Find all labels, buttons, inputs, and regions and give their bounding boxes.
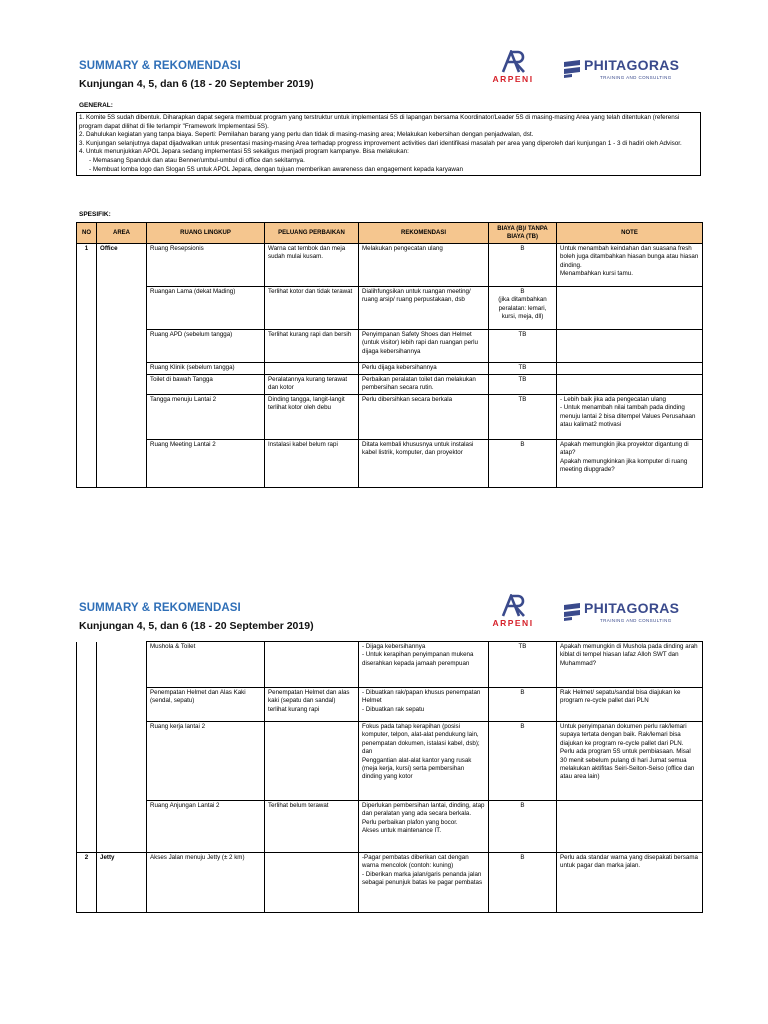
cell-ruang-lingkup: Ruang kerja lantai 2 <box>147 722 265 801</box>
col-header-area: AREA <box>97 223 147 244</box>
arpeni-mark-icon <box>500 50 526 74</box>
cell-note: Untuk menambah keindahan dan suasana fresh boleh juga ditambahkan hiasan bunga atau hiasan dinding. Menambahkan kursi tamu. <box>557 244 703 287</box>
table-row <box>77 801 703 853</box>
cell-peluang-perbaikan: Terlihat kurang rapi dan bersih <box>265 330 359 363</box>
cell-no: 1 <box>77 244 97 287</box>
cell-peluang-perbaikan: Terlihat belum terawat <box>265 801 359 853</box>
cell-area <box>97 440 147 488</box>
arpeni-logo <box>488 50 538 90</box>
cell-note: Apakah memungkin jika proyektor digantung di atap? Apakah memungkinkan jika komputer di ruang meeting diupgrade? <box>557 440 703 488</box>
cell-biaya: TB <box>489 363 557 375</box>
col-header-ruang-lingkup: RUANG LINGKUP <box>147 223 265 244</box>
phitagoras-logo-subtext: TRAINING AND CONSULTING <box>600 618 672 623</box>
col-header-rekomendasi: REKOMENDASI <box>359 223 489 244</box>
cell-rekomendasi: -Pagar pembatas diberikan cat dengan warna mencolok (contoh: kuning) - Diberikan marka jalan/garis penanda jalan sebagai penunjuk batas ke pagar pembatas <box>359 853 489 913</box>
phitagoras-logo-text: PHITAGORAS <box>584 57 680 73</box>
table-row <box>77 330 703 363</box>
cell-ruang-lingkup: Ruangan Lama (dekat Mading) <box>147 287 265 330</box>
table-row <box>77 642 703 688</box>
cell-peluang-perbaikan: Peralatannya kurang terawat dan kotor <box>265 375 359 395</box>
cell-rekomendasi: Perlu dijaga kebersihannya <box>359 363 489 375</box>
general-line: 1. Komite 5S sudah dibentuk. Diharapkan dapat segera membuat program yang terstruktur untuk implementasi 5S di lapangan bersama Koordinator/Leader 5S di masing-masing Area yang telah ditentukan (referensi program dapat dilihat di file terlampir "Framework Implementasi 5S). <box>79 114 680 130</box>
cell-ruang-lingkup: Toilet di bawah Tangga <box>147 375 265 395</box>
cell-no <box>77 330 97 363</box>
cell-no: 2 <box>77 853 97 913</box>
cell-biaya: B <box>489 440 557 488</box>
table-row <box>77 440 703 488</box>
cell-biaya: B <box>489 244 557 287</box>
cell-biaya: TB <box>489 375 557 395</box>
cell-rekomendasi: Fokus pada tahap kerapihan (posisi komputer, telpon, alat-alat pendukung lain, penempatan dokumen, istalasi kabel, dsb); dan Penggantian alat-alat kantor yang rusak (meja kerja, kursi) serta pembersihan dinding yang kotor <box>359 722 489 801</box>
phitagoras-mark-icon <box>562 601 582 621</box>
general-line: - Memasang Spanduk dan atau Benner/umbul-umbul di office dan sekitarnya. <box>89 156 305 164</box>
phitagoras-logo-subtext: TRAINING AND CONSULTING <box>600 75 672 80</box>
cell-peluang-perbaikan: Warna cat tembok dan meja sudah mulai kusam. <box>265 244 359 287</box>
cell-note <box>557 363 703 375</box>
cell-rekomendasi: Diperlukan pembersihan lantai, dinding, atap dan peralatan yang ada secara berkala. Perlu perbaikan plafon yang bocor. Akses untuk maintenance IT. <box>359 801 489 853</box>
cell-biaya: B <box>489 853 557 913</box>
cell-rekomendasi: - Dibuatkan rak/papan khusus penempatan Helmet - Dibuatkan rak sepatu <box>359 688 489 722</box>
cell-note <box>557 330 703 363</box>
cell-peluang-perbaikan <box>265 642 359 688</box>
cell-area <box>97 722 147 801</box>
cell-peluang-perbaikan: Penempatan Helmet dan alas kaki (sepatu dan sandal) terlihat kurang rapi <box>265 688 359 722</box>
cell-note <box>557 375 703 395</box>
phitagoras-logo <box>562 57 692 85</box>
cell-peluang-perbaikan: Terlihat kotor dan tidak terawat <box>265 287 359 330</box>
cell-peluang-perbaikan: Dinding tangga, langit-langit terlihat kotor oleh debu <box>265 395 359 440</box>
cell-rekomendasi: Penyimpanan Safety Shoes dan Helmet (untuk visitor) lebih rapi dan ruangan perlu dijaga kebersihannya <box>359 330 489 363</box>
cell-ruang-lingkup: Tangga menuju Lantai 2 <box>147 395 265 440</box>
general-notes <box>76 112 701 176</box>
col-header-note: NOTE <box>557 223 703 244</box>
cell-area <box>97 363 147 375</box>
phitagoras-mark-icon <box>562 58 582 78</box>
cell-area <box>97 801 147 853</box>
cell-biaya: B <box>489 722 557 801</box>
page-title: SUMMARY & REKOMENDASI <box>79 602 241 614</box>
cell-peluang-perbaikan <box>265 722 359 801</box>
spesifik-table <box>76 222 703 488</box>
cell-rekomendasi: Perlu dibersihkan secara berkala <box>359 395 489 440</box>
cell-no <box>77 801 97 853</box>
spesifik-label: SPESIFIK: <box>79 211 111 218</box>
arpeni-mark-icon <box>500 594 526 618</box>
cell-area <box>97 375 147 395</box>
spesifik-table-continued <box>76 641 703 913</box>
cell-biaya: B (jika ditambahkan peralatan: lemari, kursi, meja, dll) <box>489 287 557 330</box>
cell-peluang-perbaikan <box>265 363 359 375</box>
cell-area: Jetty <box>97 853 147 913</box>
col-header-biaya: BIAYA (B)/ TANPA BIAYA (TB) <box>489 223 557 244</box>
page-subtitle: Kunjungan 4, 5, dan 6 (18 - 20 September 2019) <box>79 620 314 632</box>
cell-area <box>97 395 147 440</box>
cell-biaya: B <box>489 801 557 853</box>
arpeni-logo-text: ARPENI <box>492 618 534 628</box>
cell-area: Office <box>97 244 147 287</box>
cell-area <box>97 688 147 722</box>
table-row <box>77 375 703 395</box>
cell-ruang-lingkup: Ruang APD (sebelum tangga) <box>147 330 265 363</box>
cell-peluang-perbaikan: Instalasi kabel belum rapi <box>265 440 359 488</box>
cell-area <box>97 330 147 363</box>
cell-no <box>77 287 97 330</box>
cell-note: - Lebih baik jika ada pengecatan ulang - Untuk menambah nilai tambah pada dinding menuju lantai 2 bisa ditempel Values Perusahaan atau kalimat2 motivasi <box>557 395 703 440</box>
arpeni-logo <box>488 594 538 634</box>
cell-no <box>77 722 97 801</box>
page-title: SUMMARY & REKOMENDASI <box>79 60 241 72</box>
cell-rekomendasi: Melakukan pengecatan ulang <box>359 244 489 287</box>
cell-rekomendasi: Dialihfungsikan untuk ruangan meeting/ ruang arsip/ ruang perpustakaan, dsb <box>359 287 489 330</box>
cell-ruang-lingkup: Ruang Resepsionis <box>147 244 265 287</box>
table-row <box>77 244 703 287</box>
cell-no <box>77 363 97 375</box>
cell-note <box>557 287 703 330</box>
table-header-row <box>77 223 703 244</box>
col-header-no: NO <box>77 223 97 244</box>
table-row <box>77 722 703 801</box>
cell-ruang-lingkup: Mushola & Toilet <box>147 642 265 688</box>
cell-note: Apakah memungkin di Mushola pada dinding arah kiblat di tempel hiasan lafaz Alloh SWT dan Muhammad? <box>557 642 703 688</box>
cell-note: Untuk penyimpanan dokumen perlu rak/lemari supaya tertata dengan baik. Rak/lemari bisa diajukan ke program re-cycle pallet dari PLN. Perlu ada program 5S untuk pembiasaan. Misal 30 menit sebelum pulang di hari Jumat semua melakukan aktifitas Seiri-Seiton-Seiso (office dan atau area lain) <box>557 722 703 801</box>
cell-area <box>97 287 147 330</box>
cell-no <box>77 375 97 395</box>
general-label: GENERAL: <box>79 102 113 109</box>
cell-area <box>97 642 147 688</box>
cell-biaya: B <box>489 688 557 722</box>
cell-ruang-lingkup: Penempatan Helmet dan Alas Kaki (sendal, sepatu) <box>147 688 265 722</box>
general-line: 3. Kunjungan selanjutnya dapat dijadwalkan untuk presentasi masing-masing Area terhadap progress improvement activities dari identifikasi masalah per area yang diperoleh dari kunjungan 1 - 3 di hadiri oleh Advisor. <box>79 139 682 147</box>
cell-ruang-lingkup: Ruang Meeting Lantai 2 <box>147 440 265 488</box>
cell-note: Rak Helmet/ sepatu/sandal bisa diajukan ke program re-cycle pallet dari PLN <box>557 688 703 722</box>
cell-no <box>77 688 97 722</box>
general-line: 2. Dahulukan kegiatan yang tanpa biaya. Seperti: Pemilahan barang yang perlu dan tidak di masing-masing area; Melakukan kebersihan dengan penjadwalan, dst. <box>79 131 534 139</box>
cell-no <box>77 440 97 488</box>
cell-no <box>77 395 97 440</box>
cell-rekomendasi: Perbaikan peralatan toilet dan melakukan pembersihan secara rutin. <box>359 375 489 395</box>
phitagoras-logo <box>562 600 692 628</box>
general-line: - Membuat lomba logo dan Slogan 5S untuk APOL Jepara, dengan tujuan memberikan awareness dan engagement kepada karyawan <box>89 165 463 173</box>
cell-biaya: TB <box>489 395 557 440</box>
table-row <box>77 287 703 330</box>
phitagoras-logo-text: PHITAGORAS <box>584 600 680 616</box>
table-row <box>77 853 703 913</box>
cell-note <box>557 801 703 853</box>
table-row <box>77 395 703 440</box>
cell-peluang-perbaikan <box>265 853 359 913</box>
col-header-peluang-perbaikan: PELUANG PERBAIKAN <box>265 223 359 244</box>
page-2 <box>0 580 768 1024</box>
cell-rekomendasi: - Dijaga kebersihannya - Untuk kerapihan penyimpanan mukena diserahkan kepada jamaah perempuan <box>359 642 489 688</box>
page-subtitle: Kunjungan 4, 5, dan 6 (18 - 20 September 2019) <box>79 78 314 90</box>
arpeni-logo-text: ARPENI <box>492 74 534 84</box>
cell-ruang-lingkup: Akses Jalan menuju Jetty (± 2 km) <box>147 853 265 913</box>
table-row <box>77 688 703 722</box>
table-row <box>77 363 703 375</box>
cell-rekomendasi: Ditata kembali khususnya untuk instalasi kabel listrik, komputer, dan proyektor <box>359 440 489 488</box>
cell-biaya: TB <box>489 330 557 363</box>
cell-no <box>77 642 97 688</box>
cell-note: Perlu ada standar warna yang disepakati bersama untuk pagar dan marka jalan. <box>557 853 703 913</box>
cell-biaya: TB <box>489 642 557 688</box>
general-line: 4. Untuk menunjukkan APOL Jepara sedang implementasi 5S sekaligus menjadi program kampanye. Bisa melakukan: <box>79 148 409 156</box>
cell-ruang-lingkup: Ruang Anjungan Lantai 2 <box>147 801 265 853</box>
cell-ruang-lingkup: Ruang Klinik (sebelum tangga) <box>147 363 265 375</box>
